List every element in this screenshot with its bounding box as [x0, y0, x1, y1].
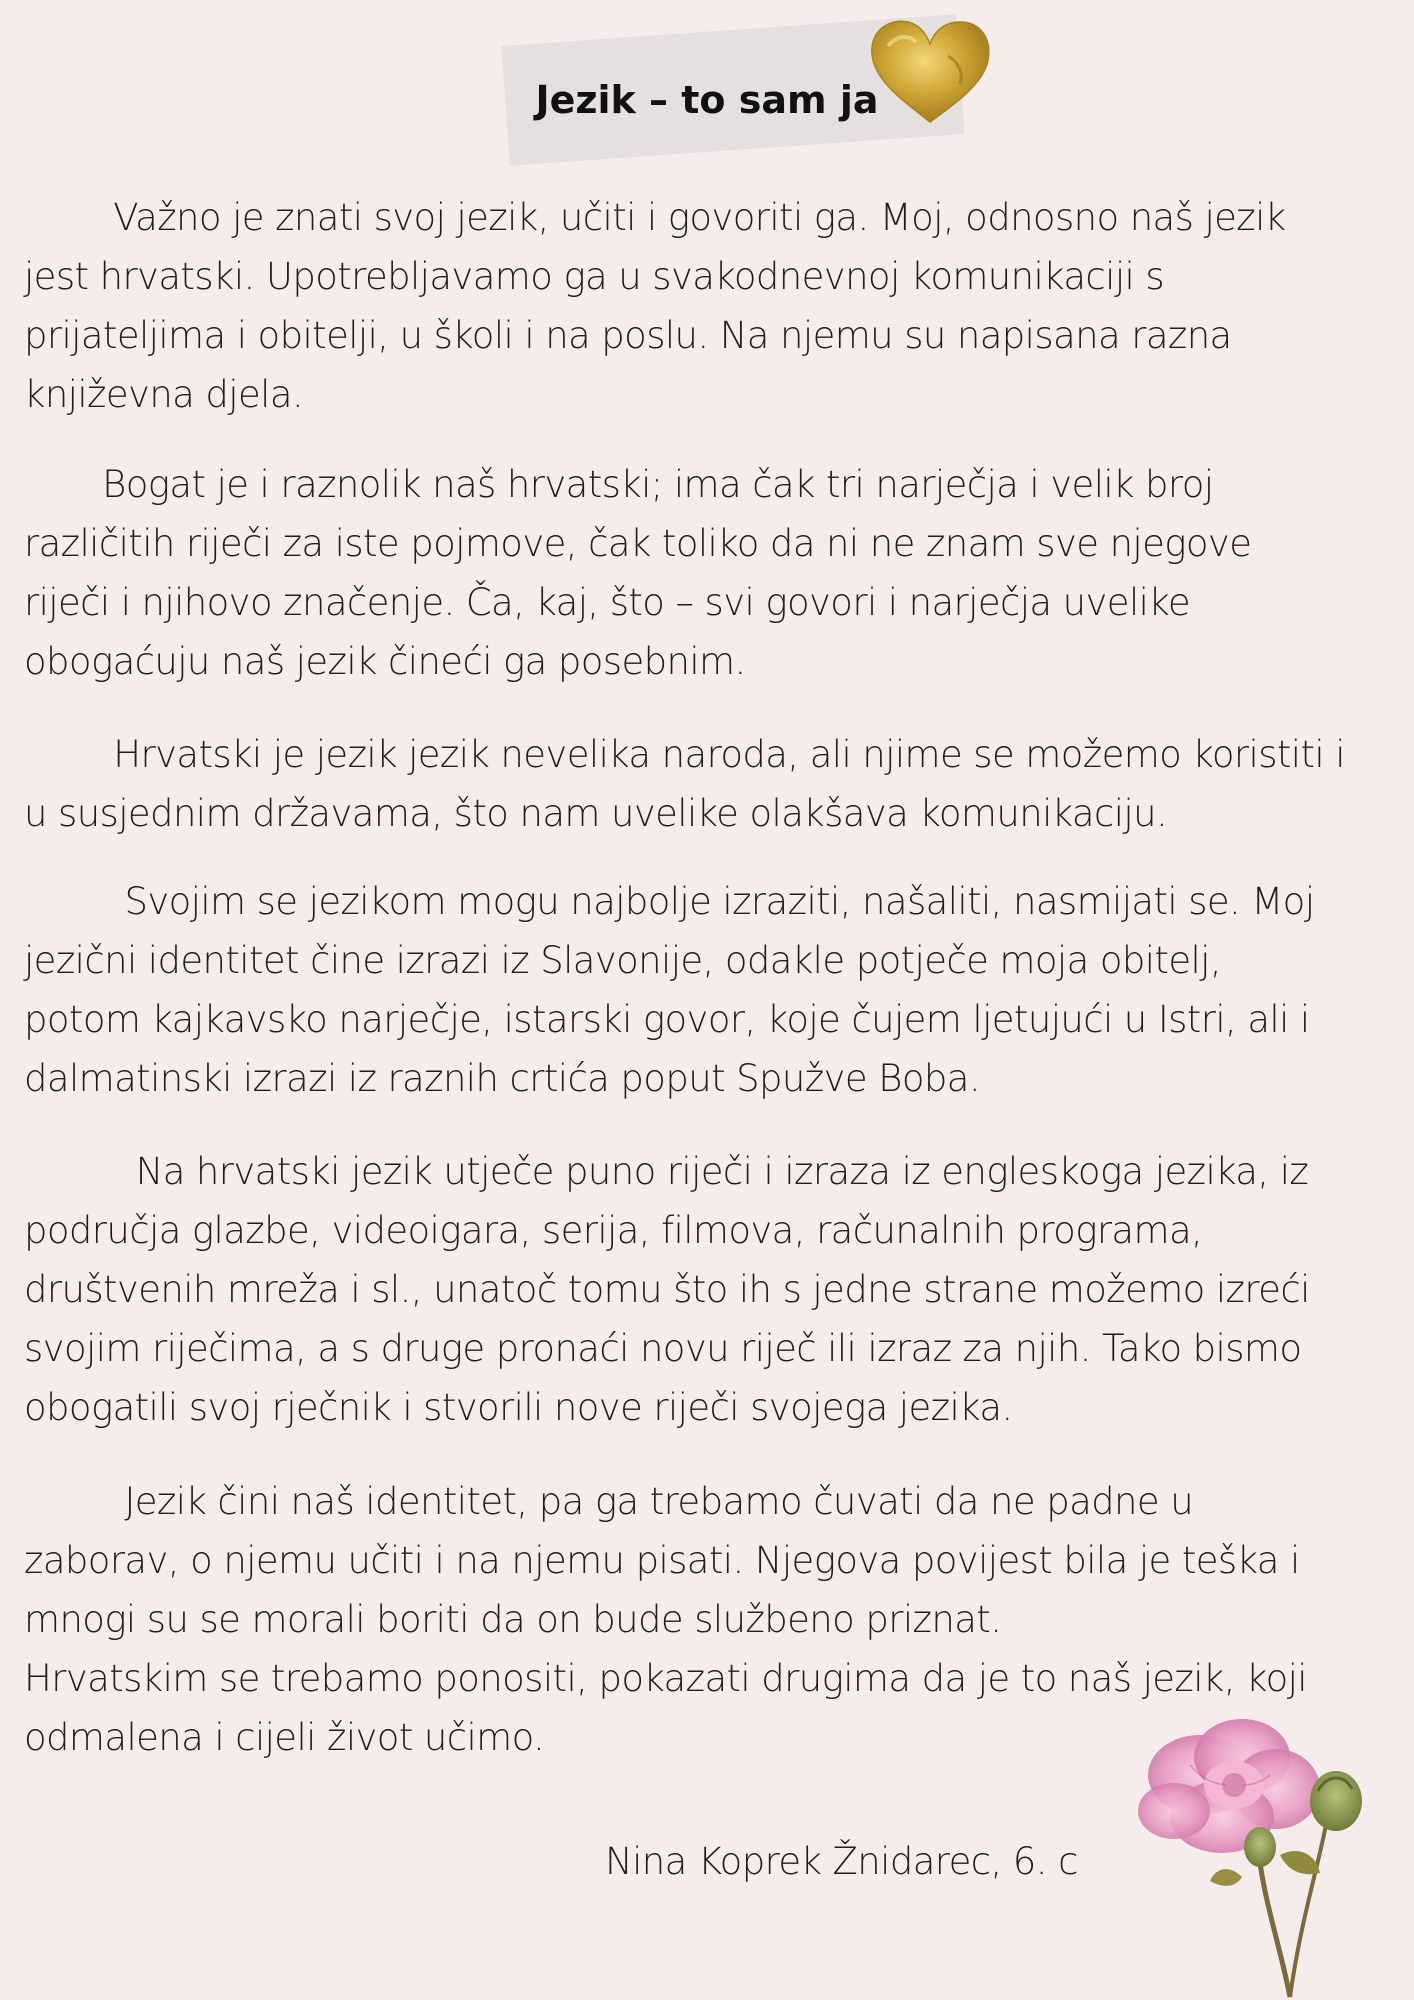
text-line: Jezik čini naš identitet, pa ga trebamo čuvati da ne padne u [24, 1480, 1194, 1523]
text-line: mnogi su se morali boriti da on bude službeno priznat. [24, 1598, 1002, 1641]
text-line: Važno je znati svoj jezik, učiti i govoriti ga. Moj, odnosno naš jezik [24, 196, 1286, 239]
text-line: Svojim se jezikom mogu najbolje izraziti, našaliti, nasmijati se. Moj [24, 880, 1315, 923]
text-line: Hrvatskim se trebamo ponositi, pokazati drugima da je to naš jezik, koji [24, 1657, 1307, 1700]
paragraph-2 [24, 455, 1399, 691]
text-line: obogaćuju naš jezik čineći ga posebnim. [24, 640, 746, 683]
paragraph-4 [24, 872, 1399, 1108]
text-line: zaborav, o njemu učiti i na njemu pisati. Njegova povijest bila je teška i [24, 1539, 1300, 1582]
text-line: svojim riječima, a s druge pronaći novu riječ ili izraz za njih. Tako bismo [24, 1327, 1302, 1370]
text-line: područja glazbe, videoigara, serija, filmova, računalnih programa, [24, 1209, 1203, 1252]
page-title: Jezik – to sam ja [535, 78, 879, 122]
paragraph-5 [24, 1142, 1399, 1437]
text-line: književna djela. [24, 373, 304, 416]
text-line: Bogat je i raznolik naš hrvatski; ima čak tri narječja i velik broj [24, 463, 1214, 506]
text-line: u susjednim državama, što nam uvelike olakšava komunikaciju. [24, 792, 1168, 835]
text-line: odmalena i cijeli život učimo. [24, 1716, 545, 1759]
author-signature: Nina Koprek Žnidarec, 6. c [605, 1840, 1078, 1883]
text-line: Hrvatski je jezik jezik nevelika naroda, ali njime se možemo koristiti i [24, 733, 1345, 776]
paragraph-3 [24, 725, 1399, 843]
pink-rose-icon [1130, 1705, 1400, 2000]
text-line: riječi i njihovo značenje. Ča, kaj, što – svi govori i narječja uvelike [24, 581, 1191, 624]
paragraph-1 [24, 188, 1399, 424]
text-line: potom kajkavsko narječje, istarski govor, koje čujem ljetujući u Istri, ali i [24, 998, 1310, 1041]
text-line: Na hrvatski jezik utječe puno riječi i izraza iz engleskoga jezika, iz [24, 1150, 1309, 1193]
text-line: jezični identitet čine izrazi iz Slavonije, odakle potječe moja obitelj, [24, 939, 1222, 982]
text-line: različitih riječi za iste pojmove, čak toliko da ni ne znam sve njegove [24, 522, 1252, 565]
text-line: dalmatinski izrazi iz raznih crtića poput Spužve Boba. [24, 1057, 980, 1100]
text-line: društvenih mreža i sl., unatoč tomu što ih s jedne strane možemo izreći [24, 1268, 1310, 1311]
text-line: prijateljima i obitelji, u školi i na poslu. Na njemu su napisana razna [24, 314, 1232, 357]
text-line: obogatili svoj rječnik i stvorili nove riječi svojega jezika. [24, 1386, 1013, 1429]
gold-heart-icon [868, 16, 992, 128]
text-line: jest hrvatski. Upotrebljavamo ga u svakodnevnoj komunikaciji s [24, 255, 1165, 298]
